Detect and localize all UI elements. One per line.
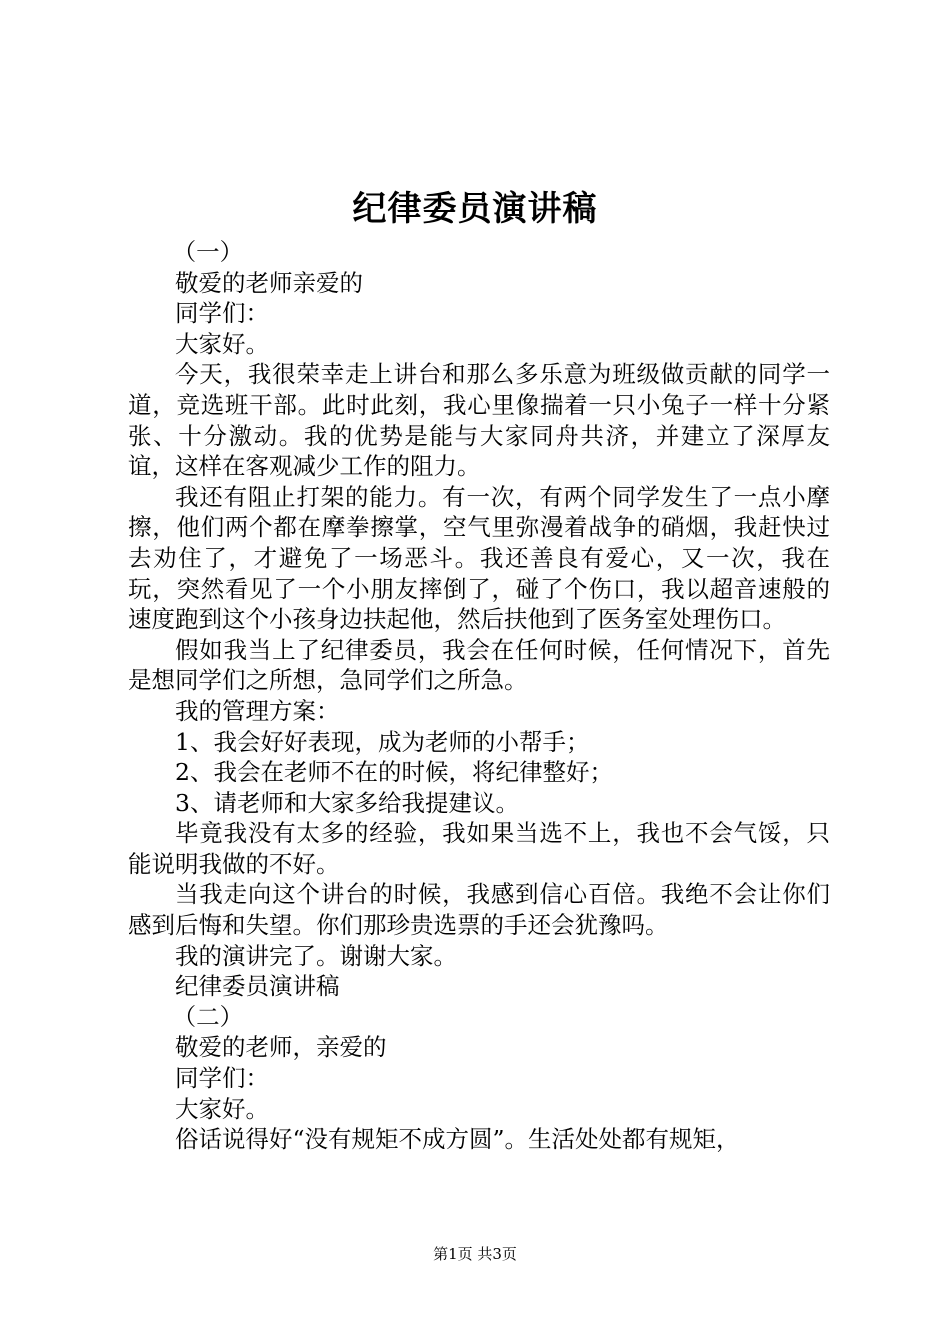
paragraph: 我还有阻止打架的能力。有一次，有两个同学发生了一点小摩擦，他们两个都在摩拳擦掌，空气里弥漫着战争的硝烟，我赶快过去劝住了，才避免了一场恶斗。我还善良有爱心，又一次，我在玩，突然看见了一个小朋友摔倒了，碰了个伤口，我以超音速般的速度跑到这个小孩身边扶起他，然后扶他到了医务室处理伤口。	[128, 482, 830, 634]
document-title: 纪律委员演讲稿	[352, 189, 598, 229]
paragraph: 今天，我很荣幸走上讲台和那么多乐意为班级做贡献的同学一道，竞选班干部。此时此刻，我心里像揣着一只小兔子一样十分紧张、十分激动。我的优势是能与大家同舟共济，并建立了深厚友谊，这样在客观减少工作的阻力。	[128, 360, 830, 481]
list-item: 3、请老师和大家多给我提建议。	[175, 788, 519, 817]
paragraph: 大家好。	[175, 329, 269, 358]
paragraph: 纪律委员演讲稿	[175, 972, 340, 1001]
list-item: 2、我会在老师不在的时候，将纪律整好；	[175, 758, 613, 787]
paragraph: 敬爱的老师亲爱的	[175, 268, 363, 297]
paragraph: 我的演讲完了。谢谢大家。	[175, 941, 457, 970]
paragraph: 我的管理方案：	[175, 696, 340, 725]
paragraph: 同学们：	[175, 299, 269, 328]
document-body	[128, 237, 830, 1155]
paragraph: 假如我当上了纪律委员，我会在任何时候，任何情况下，首先是想同学们之所想，急同学们之所急。	[128, 635, 830, 695]
paragraph: 敬爱的老师，亲爱的	[175, 1033, 387, 1062]
paragraph: （一）	[172, 238, 244, 266]
paragraph: 大家好。	[175, 1094, 269, 1123]
paragraph: 俗话说得好“没有规矩不成方圆”。生活处处都有规矩，	[175, 1125, 740, 1154]
paragraph: 当我走向这个讲台的时候，我感到信心百倍。我绝不会让你们感到后悔和失望。你们那珍贵选票的手还会犹豫吗。	[128, 880, 830, 940]
list-item: 1、我会好好表现，成为老师的小帮手；	[175, 727, 590, 756]
paragraph: 同学们：	[175, 1064, 269, 1093]
page-footer: 第1页 共3页	[433, 1245, 517, 1263]
paragraph: （二）	[172, 1002, 244, 1031]
paragraph: 毕竟我没有太多的经验，我如果当选不上，我也不会气馁，只能说明我做的不好。	[128, 819, 830, 878]
